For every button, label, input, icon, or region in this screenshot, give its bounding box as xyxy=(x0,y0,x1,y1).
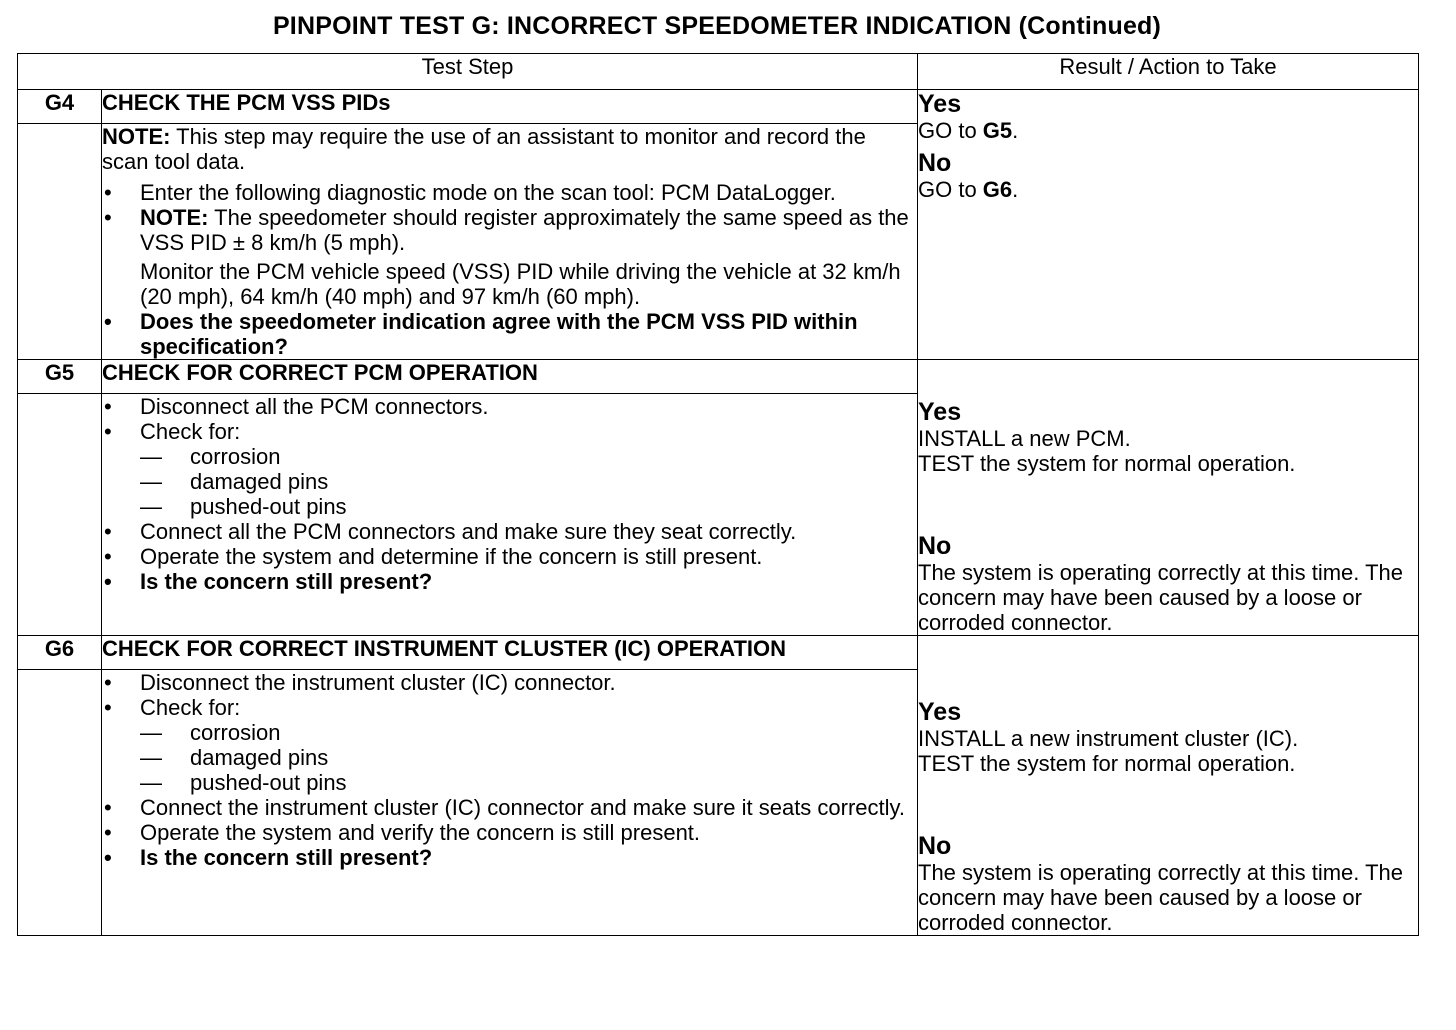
g4-step-body xyxy=(102,124,918,360)
g4-no-target: G6 xyxy=(982,177,1013,202)
g5-yes-line-1: INSTALL a new PCM. xyxy=(918,426,1131,451)
result-header: Result / Action to Take xyxy=(918,54,1419,90)
g6-bullet-3: • Connect the instrument cluster (IC) connector and make sure it seats correctly. xyxy=(102,795,917,820)
g6-title-row xyxy=(18,636,1419,670)
g4-step-title: CHECK THE PCM VSS PIDs xyxy=(102,90,918,124)
pinpoint-test-table xyxy=(17,53,1419,936)
g6-step-title: CHECK FOR CORRECT INSTRUMENT CLUSTER (IC) OPERATION xyxy=(102,636,918,670)
g4-yes-label: Yes xyxy=(918,90,962,118)
g6-dash-3: — pushed-out pins xyxy=(140,770,917,795)
g4-yes-action: GO to G5. xyxy=(918,118,1019,143)
g5-id-blank xyxy=(18,394,102,636)
g4-bullet-1: • Enter the following diagnostic mode on the scan tool: PCM DataLogger. xyxy=(102,180,917,205)
g6-yes-line-1: INSTALL a new instrument cluster (IC). xyxy=(918,726,1299,751)
g5-dash-2: — damaged pins xyxy=(140,469,917,494)
g5-dash-3: — pushed-out pins xyxy=(140,494,917,519)
g6-yes-line-2: TEST the system for normal operation. xyxy=(918,751,1296,776)
g5-dash-list xyxy=(140,444,917,519)
g6-no-text: The system is operating correctly at this time. The concern may have been caused by a loose or corroded connector. xyxy=(918,860,1403,935)
g4-result xyxy=(918,90,1419,360)
g5-bullet-4: • Operate the system and determine if the concern is still present. xyxy=(102,544,917,569)
g6-step-id: G6 xyxy=(18,636,102,670)
g6-result xyxy=(918,636,1419,936)
g6-bullet-5: • Is the concern still present? xyxy=(102,845,917,870)
g4-no-action: GO to G6. xyxy=(918,177,1019,202)
g5-title-row xyxy=(18,360,1419,394)
g5-yes-line-2: TEST the system for normal operation. xyxy=(918,451,1296,476)
g5-step-title: CHECK FOR CORRECT PCM OPERATION xyxy=(102,360,918,394)
g4-step-id: G4 xyxy=(18,90,102,124)
g5-no-text: The system is operating correctly at this time. The concern may have been caused by a loose or corroded connector. xyxy=(918,560,1403,635)
g6-bullet-4: • Operate the system and verify the concern is still present. xyxy=(102,820,917,845)
g6-bullet-2: • Check for: — corrosion — damaged pins — pushed-out pins xyxy=(102,695,917,795)
g4-yes-target: G5 xyxy=(982,118,1013,143)
g5-bullet-2: • Check for: — corrosion — damaged pins — pushed-out pins xyxy=(102,419,917,519)
g5-step-body xyxy=(102,394,918,636)
g5-yes-label: Yes xyxy=(918,398,962,426)
g5-dash-1: — corrosion xyxy=(140,444,917,469)
g4-note: NOTE: This step may require the use of an assistant to monitor and record the scan tool data. xyxy=(102,124,866,174)
g5-result xyxy=(918,360,1419,636)
g5-bullet-5: • Is the concern still present? xyxy=(102,569,917,594)
g6-bullet-1: • Disconnect the instrument cluster (IC) connector. xyxy=(102,670,917,695)
g4-bullet-2: • NOTE: The speedometer should register approximately the same speed as the VSS PID ± 8 km/h (5 mph). Monitor the PCM vehicle speed (VSS) PID while driving the vehicle at 32 km/h (20 mph), 64 km/h (40 mph) and 97 km/h (60 mph). xyxy=(102,205,917,309)
g6-dash-list xyxy=(140,720,917,795)
test-step-header: Test Step xyxy=(18,54,918,90)
g6-dash-2: — damaged pins xyxy=(140,745,917,770)
g4-bullet-3: • Does the speedometer indication agree with the PCM VSS PID within specification? xyxy=(102,309,917,359)
g6-dash-1: — corrosion xyxy=(140,720,917,745)
g5-step-id: G5 xyxy=(18,360,102,394)
g6-bullet-list xyxy=(102,670,917,870)
g4-bullet-list xyxy=(102,180,917,359)
header-row xyxy=(18,54,1419,90)
page-title: PINPOINT TEST G: INCORRECT SPEEDOMETER INDICATION (Continued) xyxy=(272,12,1162,40)
g5-bullet-3: • Connect all the PCM connectors and make sure they seat correctly. xyxy=(102,519,917,544)
g4-bullet-2-sub: Monitor the PCM vehicle speed (VSS) PID while driving the vehicle at 32 km/h (20 mph), 64 km/h (40 mph) and 97 km/h (60 mph). xyxy=(140,259,901,309)
g4-title-row xyxy=(18,90,1419,124)
g6-yes-label: Yes xyxy=(918,698,962,726)
g6-no-label: No xyxy=(918,832,952,860)
g5-bullet-1: • Disconnect all the PCM connectors. xyxy=(102,394,917,419)
g5-bullet-list xyxy=(102,394,917,594)
g6-id-blank xyxy=(18,670,102,936)
g4-no-label: No xyxy=(918,149,952,177)
g6-step-body xyxy=(102,670,918,936)
g5-no-label: No xyxy=(918,532,952,560)
g4-id-blank xyxy=(18,124,102,360)
